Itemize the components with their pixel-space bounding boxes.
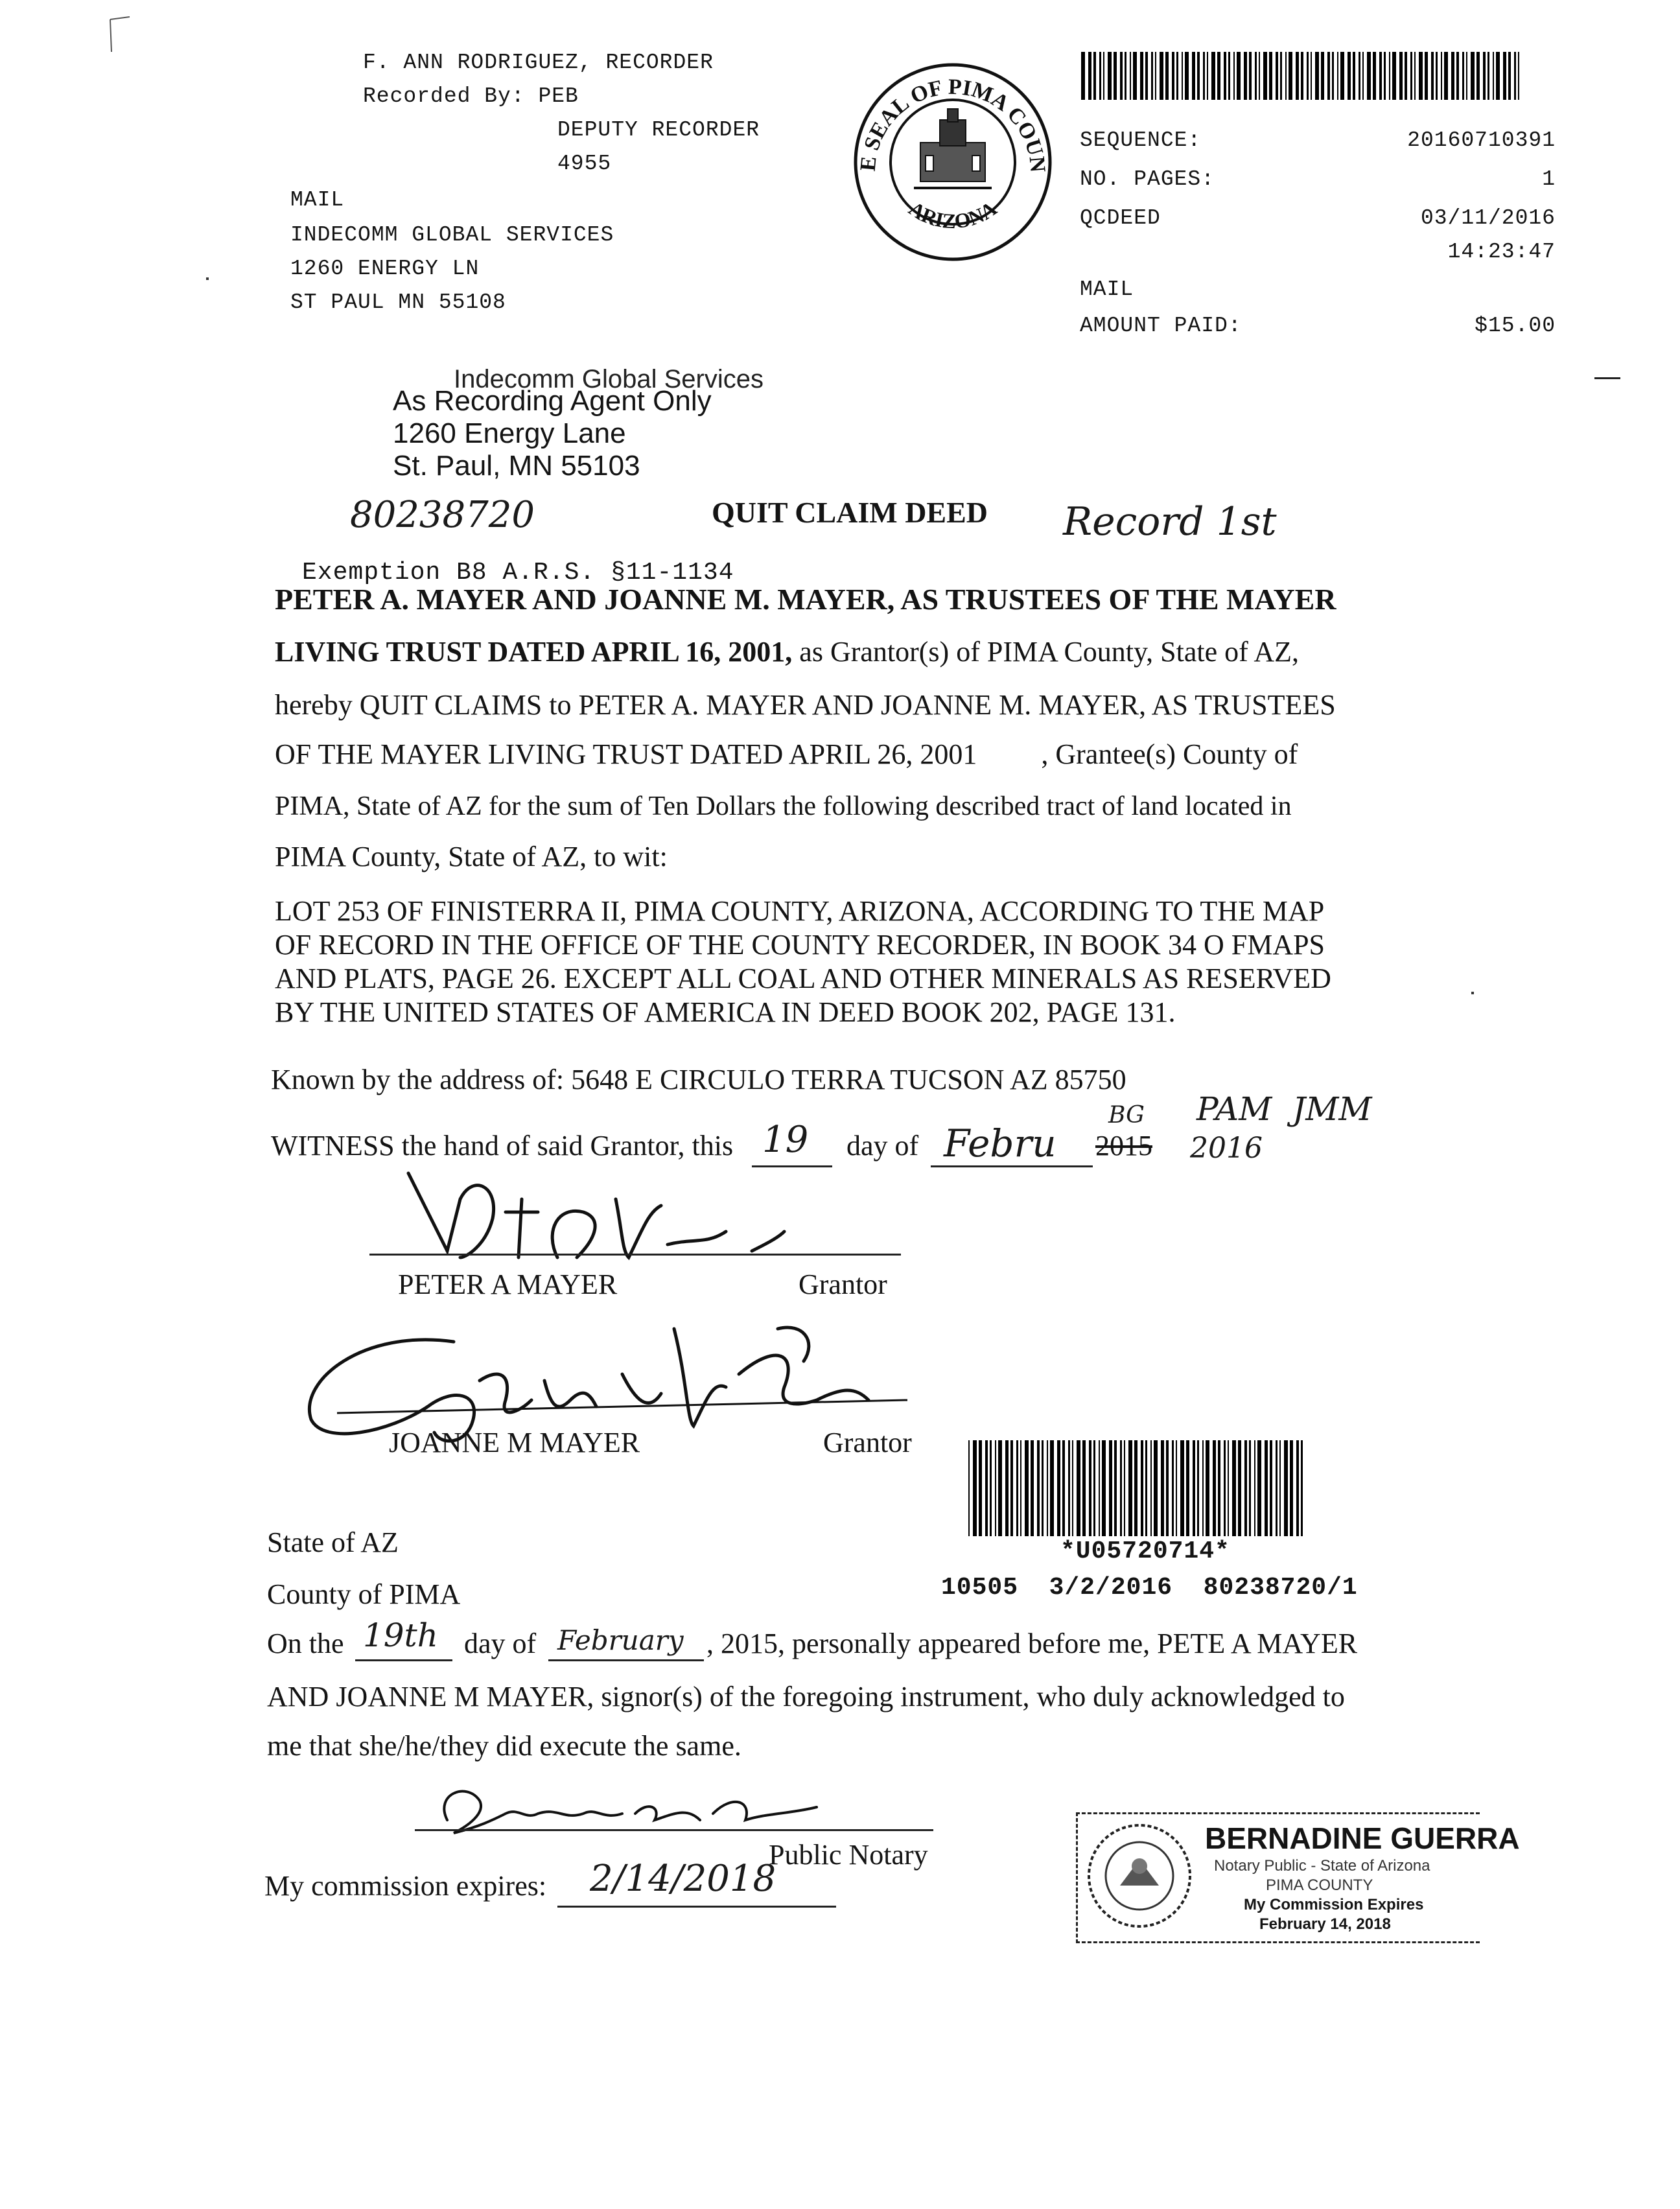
barcode-bar	[1237, 52, 1241, 100]
svg-text:ARIZONA	[905, 196, 1001, 233]
barcode-bar	[1057, 1440, 1060, 1536]
barcode-bar	[1140, 52, 1143, 100]
barcode-bar	[1456, 52, 1459, 100]
barcode-bar	[1020, 1440, 1021, 1536]
barcode-bar	[1311, 52, 1312, 100]
barcode-bar	[1062, 1440, 1065, 1536]
barcode-bar	[1238, 1440, 1241, 1536]
barcode-bar	[1259, 52, 1260, 100]
barcode-bar	[1176, 1440, 1177, 1536]
seal-top-text: THE SEAL OF PIMA COUNTY	[840, 40, 1050, 174]
barcode-bar	[1436, 52, 1438, 100]
barcode-bar	[1496, 52, 1500, 100]
barcode-bar	[1093, 52, 1096, 100]
barcode-bar	[1037, 1440, 1040, 1536]
sequence-label: SEQUENCE:	[1080, 128, 1202, 152]
barcode-bar	[973, 1440, 977, 1536]
recorder-line: F. ANN RODRIGUEZ, RECORDER	[363, 51, 714, 75]
barcode-bar	[1269, 52, 1272, 100]
barcode-bar	[1145, 1440, 1147, 1536]
grantor-line-1: PETER A. MAYER AND JOANNE M. MAYER, AS TRUSTEES OF THE MAYER	[275, 583, 1336, 616]
barcode-bar	[1108, 52, 1112, 100]
barcode-bar	[1414, 52, 1416, 100]
barcode-bar	[995, 1440, 996, 1536]
barcode-bar	[1348, 52, 1351, 100]
barcode-bar	[1289, 52, 1292, 100]
barcode-bar	[1301, 1440, 1303, 1536]
stamp-notary-name: BERNADINE GUERRA	[1205, 1821, 1520, 1855]
legal-line-2: OF RECORD IN THE OFFICE OF THE COUNTY RECORDER, IN BOOK 34 O FMAPS	[275, 929, 1325, 961]
barcode-bar	[1337, 52, 1338, 100]
grantor2-name: JOANNE M MAYER	[389, 1427, 640, 1458]
barcode-bar	[1172, 52, 1174, 100]
notary-signature-line	[415, 1829, 933, 1831]
barcode-bar	[1327, 52, 1330, 100]
witness-day: 19	[762, 1119, 809, 1161]
barcode-bar	[1244, 52, 1247, 100]
deputy-number: 4955	[557, 152, 612, 176]
commission-date-line	[557, 1906, 836, 1908]
barcode-bar	[1160, 52, 1163, 100]
barcode-bar	[1270, 1440, 1272, 1536]
barcode-bar	[1176, 52, 1178, 100]
barcode-bar	[1172, 1440, 1174, 1536]
barcode-bar	[1082, 1440, 1086, 1536]
grantor1-signature-line	[369, 1254, 901, 1256]
barcode-bar	[1125, 52, 1126, 100]
mission-building-icon	[914, 109, 992, 188]
barcode-bar	[1099, 52, 1101, 100]
public-notary-label: Public Notary	[769, 1839, 928, 1871]
property-address: Known by the address of: 5648 E CIRCULO TERRA TUCSON AZ 85750	[271, 1064, 1126, 1095]
barcode-bar	[1290, 1440, 1293, 1536]
barcode-bar	[1130, 52, 1131, 100]
location-line-6: PIMA County, State of AZ, to wit:	[275, 841, 668, 872]
commission-date: 2/14/2018	[590, 1858, 776, 1900]
barcode-bar	[1466, 52, 1467, 100]
barcode-bar	[1276, 52, 1278, 100]
barcode-bar	[1410, 52, 1412, 100]
scan-corner-mark	[91, 13, 143, 58]
witness-prefix: WITNESS the hand of said Grantor, this	[271, 1130, 734, 1162]
barcode-bar	[1276, 1440, 1278, 1536]
barcode-bar	[1399, 52, 1403, 100]
barcode-bar	[1089, 1440, 1091, 1536]
barcode-bar	[1362, 52, 1364, 100]
notary-day-line	[355, 1659, 452, 1661]
barcode-bar	[1359, 52, 1360, 100]
sequence-value: 20160710391	[1407, 128, 1556, 152]
notary-day-of: day of	[464, 1628, 537, 1659]
barcode-bar	[1228, 1440, 1229, 1536]
consideration-line-5: PIMA, State of AZ for the sum of Ten Dollars the following described tract of land located in	[275, 791, 1292, 821]
barcode-bar	[1285, 52, 1287, 100]
margin-dot	[206, 277, 209, 280]
barcode-bar	[1088, 52, 1091, 100]
barcode-bar	[1161, 1440, 1164, 1536]
pima-county-seal	[840, 40, 1056, 266]
barcode-bar	[1068, 1440, 1070, 1536]
deed-title: QUIT CLAIM DEED	[712, 496, 988, 529]
doc-type: QCDEED	[1080, 206, 1161, 230]
barcode-bar	[1211, 52, 1215, 100]
barcode-bar	[1133, 52, 1137, 100]
barcode-bar	[1476, 52, 1480, 100]
barcode-bar	[1265, 1440, 1268, 1536]
notary-day: 19th	[363, 1617, 438, 1654]
barcode-bar	[1180, 1440, 1184, 1536]
barcode-bar	[1185, 52, 1189, 100]
barcode-bar	[1462, 52, 1464, 100]
barcode-bar	[1114, 1440, 1117, 1536]
barcode-bar	[968, 1440, 970, 1536]
barcode-bar	[990, 1440, 992, 1536]
barcode-bar	[1141, 1440, 1143, 1536]
mail-label-right: MAIL	[1080, 277, 1134, 301]
barcode-bar	[1145, 52, 1148, 100]
margin-dot-2	[1471, 992, 1474, 994]
barcode-bar	[1206, 1440, 1209, 1536]
notary-month: February	[557, 1624, 684, 1656]
barcode-bar	[1379, 52, 1382, 100]
barcode-bar	[1114, 52, 1117, 100]
barcode-bar	[1047, 1440, 1048, 1536]
barcode-bar	[1182, 52, 1183, 100]
recorded-by: Recorded By: PEB	[363, 84, 579, 108]
barcode-bar	[1384, 52, 1386, 100]
barcode-bar	[1257, 1440, 1261, 1536]
stamp-line5: February 14, 2018	[1259, 1915, 1391, 1933]
barcode-bar	[1197, 52, 1200, 100]
margin-dash	[1594, 377, 1620, 379]
stamp-line2: Notary Public - State of Arizona	[1214, 1857, 1430, 1875]
barcode-bar	[1186, 1440, 1189, 1536]
barcode-code: *U05720714*	[1060, 1537, 1230, 1565]
notary-state: State of AZ	[267, 1526, 399, 1558]
agent-stamp-line2: 1260 Energy Lane	[393, 417, 626, 449]
barcode-bar	[1296, 1440, 1299, 1536]
grantor-line-2	[275, 635, 1299, 668]
barcode-bar	[1124, 1440, 1125, 1536]
barcode-bar	[1093, 1440, 1095, 1536]
barcode-bar	[1441, 52, 1442, 100]
barcode-bar	[1255, 52, 1257, 100]
barcode-bar	[1431, 52, 1434, 100]
barcode-document	[968, 1440, 1305, 1536]
barcode-bar	[1493, 52, 1494, 100]
barcode-bar	[1419, 52, 1423, 100]
barcode-bar	[1392, 52, 1396, 100]
grantor-line-2-rest: as Grantor(s) of PIMA County, State of AZ,	[792, 636, 1300, 668]
grantee-line-3: hereby QUIT CLAIMS to PETER A. MAYER AND JOANNE M. MAYER, AS TRUSTEES	[275, 689, 1336, 721]
barcode-bar	[1192, 52, 1195, 100]
barcode-bar	[1150, 1440, 1152, 1536]
barcode-bar	[1077, 1440, 1080, 1536]
witness-month: Febru	[944, 1121, 1056, 1165]
notary-ack-line3: me that she/he/they did execute the same.	[267, 1730, 741, 1762]
grantor-line-2-bold: LIVING TRUST DATED APRIL 16, 2001,	[275, 636, 793, 668]
notary-stamp	[1076, 1812, 1520, 1943]
seal-bottom-text: ARIZONA	[904, 196, 1001, 233]
barcode-top	[1081, 52, 1519, 100]
record-time: 14:23:47	[1447, 240, 1556, 264]
barcode-bar	[1301, 52, 1303, 100]
handwritten-initials: PAM JMM	[1196, 1090, 1372, 1128]
barcode-bar	[1217, 52, 1220, 100]
return-name: INDECOMM GLOBAL SERVICES	[290, 223, 614, 247]
barcode-bar	[1072, 1440, 1073, 1536]
notary-county: County of PIMA	[267, 1578, 461, 1610]
stamp-line4: My Commission Expires	[1244, 1896, 1424, 1913]
barcode-bar	[1050, 1440, 1054, 1536]
barcode-bar	[1315, 52, 1319, 100]
arizona-state-seal-icon	[1084, 1821, 1195, 1931]
barcode-bar	[1165, 52, 1169, 100]
barcode-bar	[1193, 1440, 1195, 1536]
barcode-bar	[1218, 1440, 1220, 1536]
barcode-bar	[1155, 52, 1156, 100]
barcode-bar	[1151, 52, 1153, 100]
barcode-bar	[1340, 52, 1344, 100]
return-street: 1260 ENERGY LN	[290, 257, 480, 281]
barcode-bar	[1224, 52, 1226, 100]
barcode-bar	[1103, 52, 1104, 100]
barcode-bar	[1232, 1440, 1236, 1536]
barcode-bar	[1471, 52, 1475, 100]
barcode-bar	[1367, 52, 1371, 100]
record-date: 03/11/2016	[1420, 206, 1556, 230]
barcode-bar	[1518, 52, 1519, 100]
barcode-bar	[1307, 52, 1309, 100]
barcode-bar	[1154, 1440, 1158, 1536]
barcode-bar	[1353, 52, 1355, 100]
barcode-bar	[1207, 52, 1208, 100]
barcode-bar	[1005, 1440, 1009, 1536]
barcode-bar	[1224, 1440, 1226, 1536]
barcode-bar	[1213, 1440, 1216, 1536]
witness-month-line	[931, 1165, 1093, 1167]
barcode-bar	[1203, 52, 1205, 100]
barcode-bar	[1244, 1440, 1247, 1536]
barcode-bar	[985, 1440, 988, 1536]
barcode-bar	[1016, 1440, 1018, 1536]
grantor1-role: Grantor	[799, 1268, 887, 1300]
barcode-bar	[1254, 1440, 1255, 1536]
legal-line-3: AND PLATS, PAGE 26. EXCEPT ALL COAL AND OTHER MINERALS AS RESERVED	[275, 963, 1331, 994]
barcode-bar	[1249, 1440, 1251, 1536]
barcode-bar	[1166, 1440, 1169, 1536]
pages-value: 1	[1542, 167, 1556, 191]
handwritten-record-note: Record 1st	[1063, 499, 1277, 544]
agent-stamp-line3: St. Paul, MN 55103	[393, 450, 640, 482]
barcode-bar	[1389, 52, 1390, 100]
barcode-bar	[1444, 52, 1448, 100]
barcode-bar	[1249, 52, 1252, 100]
grantor1-name: PETER A MAYER	[398, 1268, 618, 1300]
handwritten-order-number: 80238720	[350, 494, 535, 536]
barcode-bar	[1488, 52, 1489, 100]
barcode-bar	[1120, 52, 1123, 100]
barcode-bar	[1202, 1440, 1204, 1536]
barcode-bar	[1332, 52, 1334, 100]
grantee-line-4: OF THE MAYER LIVING TRUST DATED APRIL 26, 2001 , Grantee(s) County of	[275, 738, 1298, 770]
witness-year-struck: 2015	[1095, 1130, 1152, 1162]
barcode-bar	[1025, 1440, 1029, 1536]
commission-label: My commission expires:	[264, 1870, 547, 1902]
barcode-bar	[1483, 52, 1486, 100]
barcode-bar	[1321, 52, 1324, 100]
notary-on-the: On the	[267, 1628, 344, 1659]
amount-value: $15.00	[1475, 314, 1556, 338]
barcode-bar	[1296, 52, 1299, 100]
barcode-bar	[1031, 1440, 1034, 1536]
witness-year: 2016	[1190, 1132, 1263, 1165]
barcode-bar	[1514, 52, 1516, 100]
agent-stamp-line0: Indecomm Global Services	[454, 365, 764, 393]
stamp-line3: PIMA COUNTY	[1266, 1876, 1373, 1894]
legal-line-4: BY THE UNITED STATES OF AMERICA IN DEED BOOK 202, PAGE 131.	[275, 996, 1176, 1028]
barcode-bar	[1081, 52, 1085, 100]
barcode-bar	[998, 1440, 1002, 1536]
witness-day-of: day of	[846, 1130, 919, 1162]
pages-label: NO. PAGES:	[1080, 167, 1215, 191]
notary-month-line	[548, 1659, 704, 1661]
barcode-bar	[1042, 1440, 1044, 1536]
barcode-bar	[1134, 1440, 1138, 1536]
barcode-bar	[1109, 1440, 1112, 1536]
notary-ack-line2: AND JOANNE M MAYER, signor(s) of the foregoing instrument, who duly acknowledged to	[267, 1681, 1345, 1712]
barcode-bar	[1102, 1440, 1106, 1536]
barcode-bar	[1010, 1440, 1013, 1536]
barcode-bar	[979, 1440, 982, 1536]
barcode-bar	[1228, 52, 1230, 100]
barcode-bar	[1263, 52, 1267, 100]
barcode-bar	[1451, 52, 1454, 100]
handwritten-initials-small: BG	[1108, 1102, 1145, 1128]
barcode-bar	[1405, 52, 1407, 100]
barcode-bar	[1128, 1440, 1132, 1536]
barcode-bar	[1120, 1440, 1122, 1536]
amount-label: AMOUNT PAID:	[1080, 314, 1242, 338]
deputy-title: DEPUTY RECORDER	[557, 118, 760, 142]
barcode-bar	[1425, 52, 1428, 100]
barcode-bar	[1197, 1440, 1199, 1536]
barcode-bar	[1280, 52, 1282, 100]
barcode-bar	[1503, 52, 1506, 100]
barcode-bar	[1508, 52, 1511, 100]
barcode-bar	[1233, 52, 1235, 100]
barcode-footer: 10505 3/2/2016 80238720/1	[941, 1574, 1358, 1602]
barcode-bar	[1279, 1440, 1281, 1536]
grantor2-role: Grantor	[823, 1427, 912, 1458]
mail-label-left: MAIL	[290, 188, 345, 212]
legal-line-1: LOT 253 OF FINISTERRA II, PIMA COUNTY, ARIZONA, ACCORDING TO THE MAP	[275, 895, 1325, 927]
agent-stamp-line1: As Recording Agent Only	[393, 385, 712, 417]
barcode-bar	[1284, 1440, 1288, 1536]
notary-ack-line1: , 2015, personally appeared before me, PETE A MAYER	[706, 1628, 1358, 1659]
barcode-bar	[1099, 1440, 1100, 1536]
barcode-bar	[1373, 52, 1376, 100]
return-city: ST PAUL MN 55108	[290, 290, 506, 314]
exemption-text: Exemption B8 A.R.S. §11-1134	[302, 559, 734, 587]
